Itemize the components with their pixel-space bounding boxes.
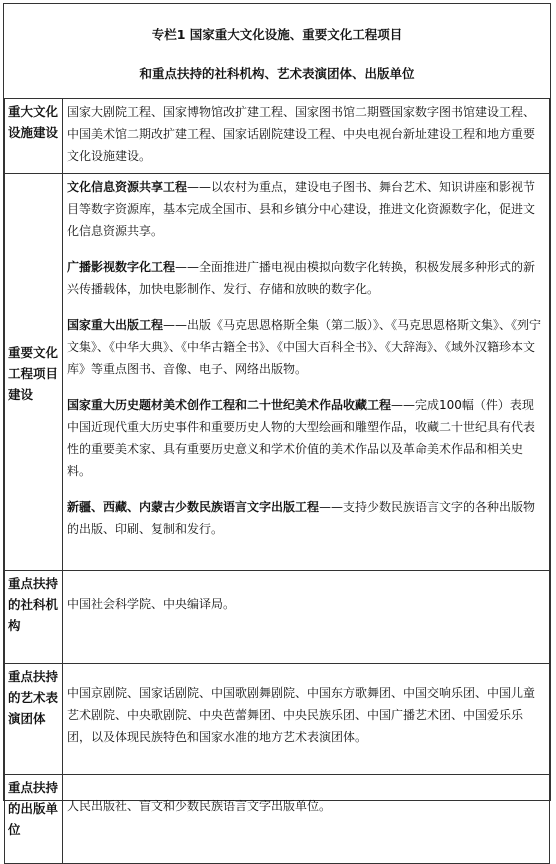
row-label-publishers: 重点扶持的出版单位: [5, 775, 63, 864]
title-line-1: 专栏1 国家重大文化设施、重要文化工程项目: [151, 27, 403, 42]
project-item-text: ——支持少数民族语言文字的各种出版物的出版、印刷、复制和发行。: [67, 500, 536, 536]
project-item: [67, 256, 545, 300]
row-label-social-science: 重点扶持的社科机构: [5, 571, 63, 664]
project-item-title: 国家重大历史题材美术创作工程和二十世纪美术作品收藏工程: [67, 398, 392, 412]
row-content-social-science: 中国社会科学院、中央编译局。: [63, 571, 550, 664]
table-title: [4, 4, 550, 99]
table-row: [5, 99, 550, 174]
project-item-title: 文化信息资源共享工程: [67, 180, 188, 194]
project-item-text: ——出版《马克思恩格斯全集（第二版）》、《马克思恩格斯文集》、《列宁文集》、《中华大典》、《中华古籍全书》、《中国大百科全书》、《大辞海》、《域外汉籍珍本文库》等重点图书、音像、电子、网络出版物。: [67, 318, 542, 376]
title-line-2: 和重点扶持的社科机构、艺术表演团体、出版单位: [139, 66, 415, 81]
project-item: [67, 496, 545, 540]
row-label-projects: 重要文化工程项目建设: [5, 174, 63, 571]
row-label-art-troupes: 重点扶持的艺术表演团体: [5, 664, 63, 775]
table-row: [5, 664, 550, 775]
table-row: [5, 174, 550, 571]
project-item: [67, 314, 545, 380]
row-label-facilities: 重大文化设施建设: [5, 99, 63, 174]
row-content-art-troupes: 中国京剧院、国家话剧院、中国歌剧舞剧院、中国东方歌舞团、中国交响乐团、中国儿童艺术剧院、中央歌剧院、中央芭蕾舞团、中央民族乐团、中国广播艺术团、中国爱乐乐团，以及体现民族特色和国家水准的地方艺术表演团体。: [63, 664, 550, 775]
project-item-text: ——以农村为重点，建设电子图书、舞台艺术、知识讲座和影视节目等数字资源库，基本完成全国市、县和乡镇分中心建设，推进文化资源数字化，促进文化信息资源共享。: [67, 180, 536, 238]
row-content-publishers: 人民出版社、盲文和少数民族语言文字出版单位。: [63, 775, 550, 864]
content-table: [4, 98, 550, 864]
project-item-text: ——完成100幅（件）表现中国近现代重大历史事件和重要历史人物的大型绘画和雕塑作品，收藏二十世纪具有代表性的重要美术家、具有重要历史意义和学术价值的美术作品以及革命美术作品和相关史料。: [67, 398, 536, 478]
document-table: [3, 3, 551, 837]
table-row: [5, 775, 550, 864]
row-content-projects: [63, 174, 550, 571]
project-item: [67, 176, 545, 242]
project-item-text: ——全面推进广播电视由模拟向数字化转换，积极发展多种形式的新兴传播载体，加快电影制作、发行、存储和放映的数字化。: [67, 260, 536, 296]
table-row: [5, 571, 550, 664]
project-item-title: 新疆、西藏、内蒙古少数民族语言文字出版工程: [67, 500, 320, 514]
project-item-title: 国家重大出版工程: [67, 318, 164, 332]
project-item-title: 广播影视数字化工程: [67, 260, 176, 274]
project-item: [67, 394, 545, 482]
row-content-facilities: 国家大剧院工程、国家博物馆改扩建工程、国家图书馆二期暨国家数字图书馆建设工程、中国美术馆二期改扩建工程、国家话剧院建设工程、中央电视台新址建设工程和地方重要文化设施建设。: [63, 99, 550, 174]
